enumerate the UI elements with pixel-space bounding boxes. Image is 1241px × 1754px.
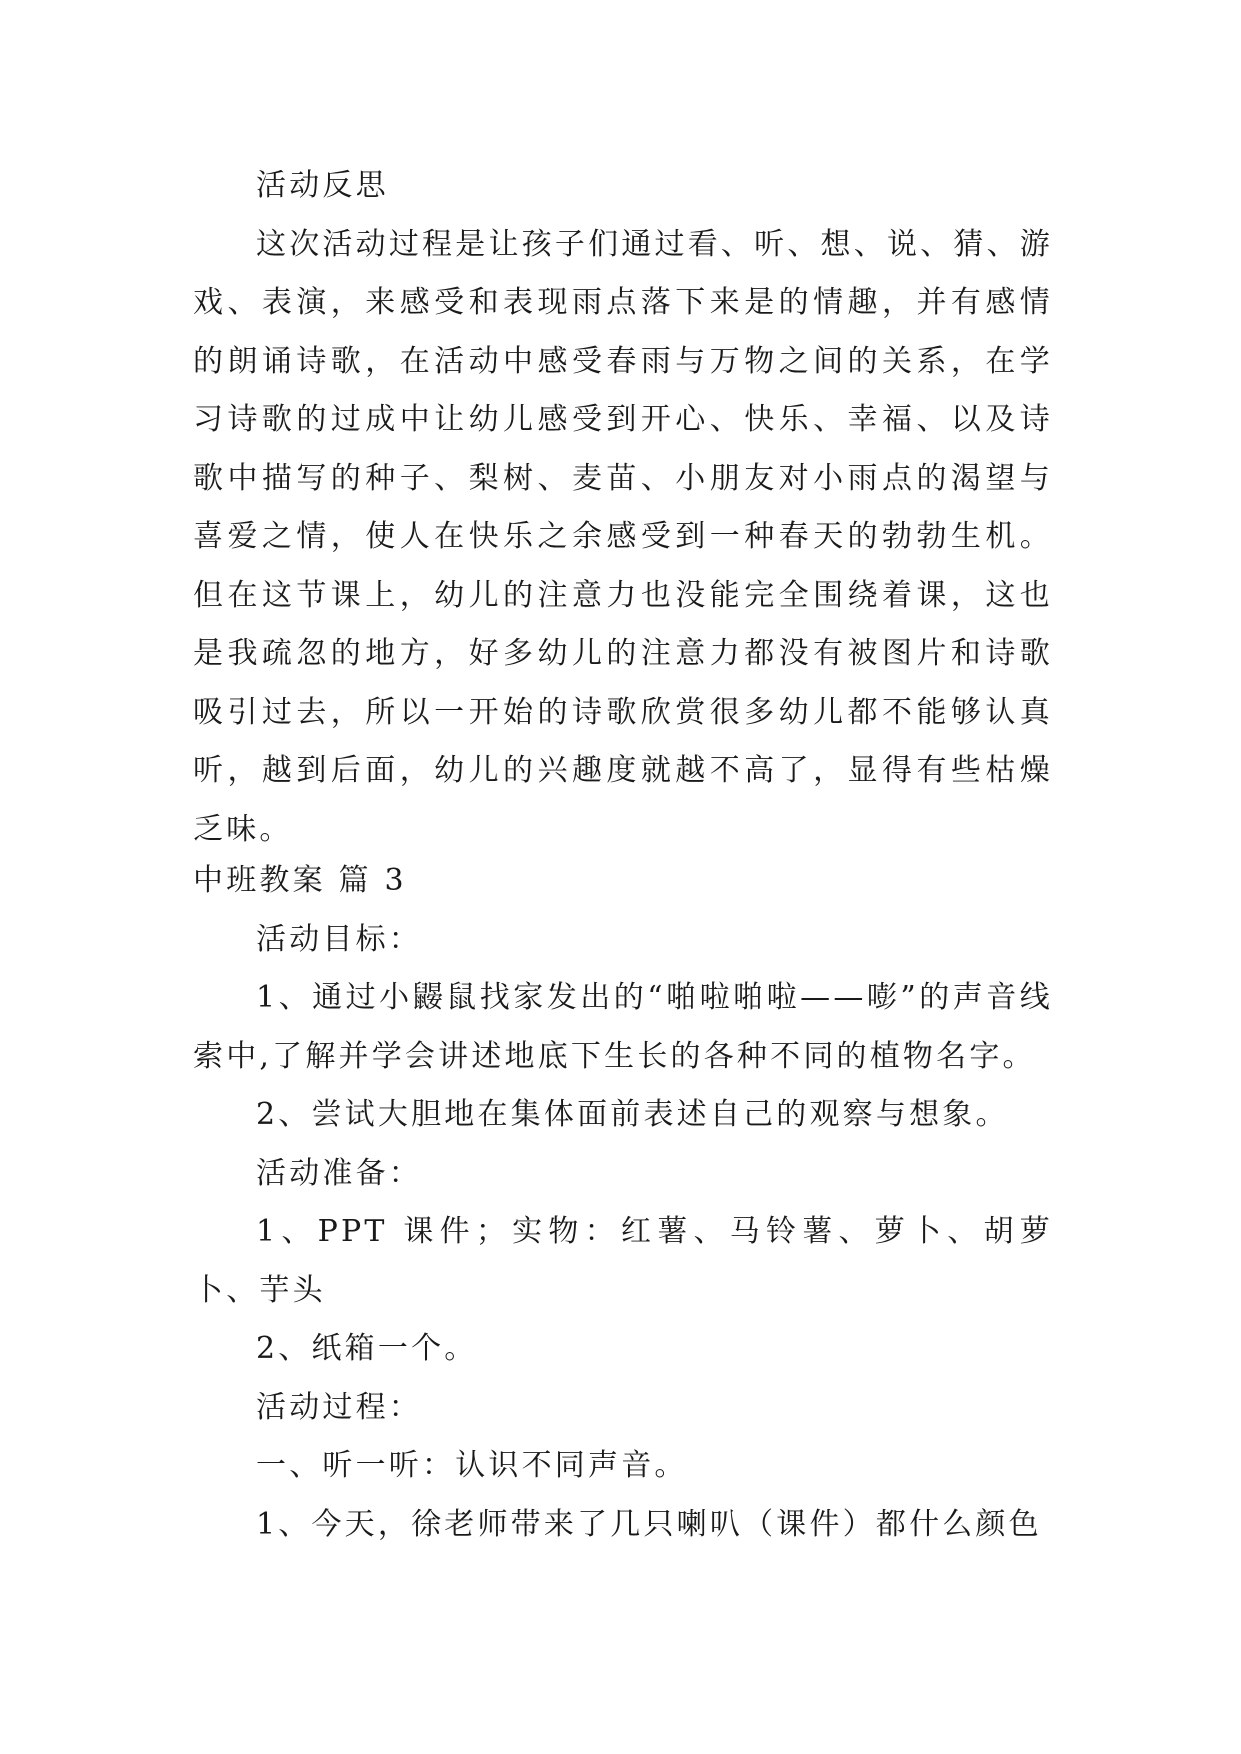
reflection-section bbox=[193, 157, 1053, 859]
goal-item-2: 2、尝试大胆地在集体面前表述自己的观察与想象。 bbox=[256, 1097, 1009, 1132]
process-label: 活动过程： bbox=[256, 1389, 422, 1425]
lesson-plan-title: 中班教案 篇 3 bbox=[193, 863, 407, 898]
process-step-1-item-1: 1、今天，徐老师带来了几只喇叭（课件）都什么颜色 bbox=[256, 1506, 1042, 1542]
lesson-plan-section bbox=[193, 852, 1053, 1554]
preparation-label: 活动准备： bbox=[256, 1155, 422, 1191]
process-step-1-title: 一、听一听：认识不同声音。 bbox=[256, 1448, 688, 1483]
goals-label: 活动目标： bbox=[256, 921, 422, 957]
reflection-paragraph: 这次活动过程是让孩子们通过看、听、想、说、猜、游戏、表演，来感受和表现雨点落下来是的情趣，并有感情的朗诵诗歌，在活动中感受春雨与万物之间的关系，在学习诗歌的过成中让幼儿感受到开心、快乐、幸福、以及诗歌中描写的种子、梨树、麦苗、小朋友对小雨点的渴望与喜爱之情，使人在快乐之余感受到一种春天的勃勃生机。但在这节课上，幼儿的注意力也没能完全围绕着课，这也是我疏忽的地方，好多幼儿的注意力都没有被图片和诗歌吸引过去，所以一开始的诗歌欣赏很多幼儿都不能够认真听，越到后面，幼儿的兴趣度就越不高了，显得有些枯燥乏味。 bbox=[193, 226, 1053, 847]
goal-item-1: 1、通过小鼹鼠找家发出的“啪啦啪啦——嘭”的声音线索中,了解并学会讲述地底下生长的各种不同的植物名字。 bbox=[193, 980, 1053, 1074]
preparation-item-2: 2、纸箱一个。 bbox=[256, 1331, 478, 1366]
preparation-item-1: 1、PPT 课件；实物：红薯、马铃薯、萝卜、胡萝卜、芋头 bbox=[193, 1214, 1053, 1308]
reflection-heading: 活动反思 bbox=[256, 168, 389, 203]
